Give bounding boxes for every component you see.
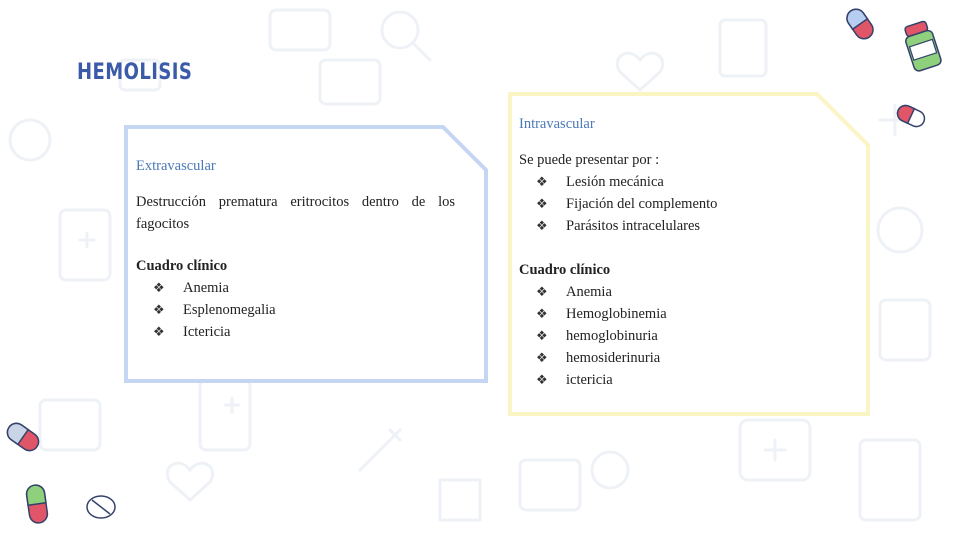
extravascular-heading: Extravascular (136, 158, 216, 174)
pill-capsule-icon (2, 418, 44, 456)
bullet-icon: ❖ (536, 350, 548, 365)
list-item: ❖ hemoglobinuria (536, 325, 849, 347)
extravascular-card (123, 124, 489, 384)
list-item: ❖ hemosiderinuria (536, 347, 849, 369)
bullet-icon: ❖ (536, 306, 548, 321)
bullet-icon: ❖ (536, 284, 548, 299)
extravascular-description: Destrucción prematura eritrocitos dentro de los fagocitos (136, 194, 455, 232)
bullet-icon: ❖ (536, 196, 548, 211)
slide-title: HEMOLISIS (77, 60, 193, 85)
list-item: ❖ ictericia (536, 369, 849, 391)
intravascular-intro: Se puede presentar por : (519, 152, 660, 168)
list-item: ❖ Esplenomegalia (153, 299, 455, 321)
medicine-bottle-icon (900, 18, 950, 74)
intravascular-clinical-list (536, 281, 849, 391)
pill-capsule-icon (894, 100, 928, 132)
bullet-icon: ❖ (153, 302, 165, 317)
bullet-icon: ❖ (536, 328, 548, 343)
list-item: ❖ Anemia (153, 277, 455, 299)
extravascular-clinical-list (153, 277, 455, 343)
list-item: ❖ Ictericia (153, 321, 455, 343)
tablet-icon (84, 492, 118, 522)
intravascular-card (507, 91, 871, 417)
bullet-icon: ❖ (153, 324, 165, 339)
pill-capsule-icon (22, 482, 52, 526)
intravascular-heading: Intravascular (519, 116, 595, 132)
pill-capsule-icon (842, 4, 878, 44)
list-item: ❖ Fijación del complemento (536, 193, 849, 215)
bullet-icon: ❖ (153, 280, 165, 295)
bullet-icon: ❖ (536, 174, 548, 189)
intravascular-clinical-heading: Cuadro clínico (519, 262, 611, 278)
list-item: ❖ Parásitos intracelulares (536, 215, 849, 237)
list-item: ❖ Anemia (536, 281, 849, 303)
extravascular-clinical-heading: Cuadro clínico (136, 258, 228, 274)
bullet-icon: ❖ (536, 372, 548, 387)
list-item: ❖ Hemoglobinemia (536, 303, 849, 325)
list-item: ❖ Lesión mecánica (536, 171, 849, 193)
bullet-icon: ❖ (536, 218, 548, 233)
intravascular-causes-list (536, 171, 849, 237)
